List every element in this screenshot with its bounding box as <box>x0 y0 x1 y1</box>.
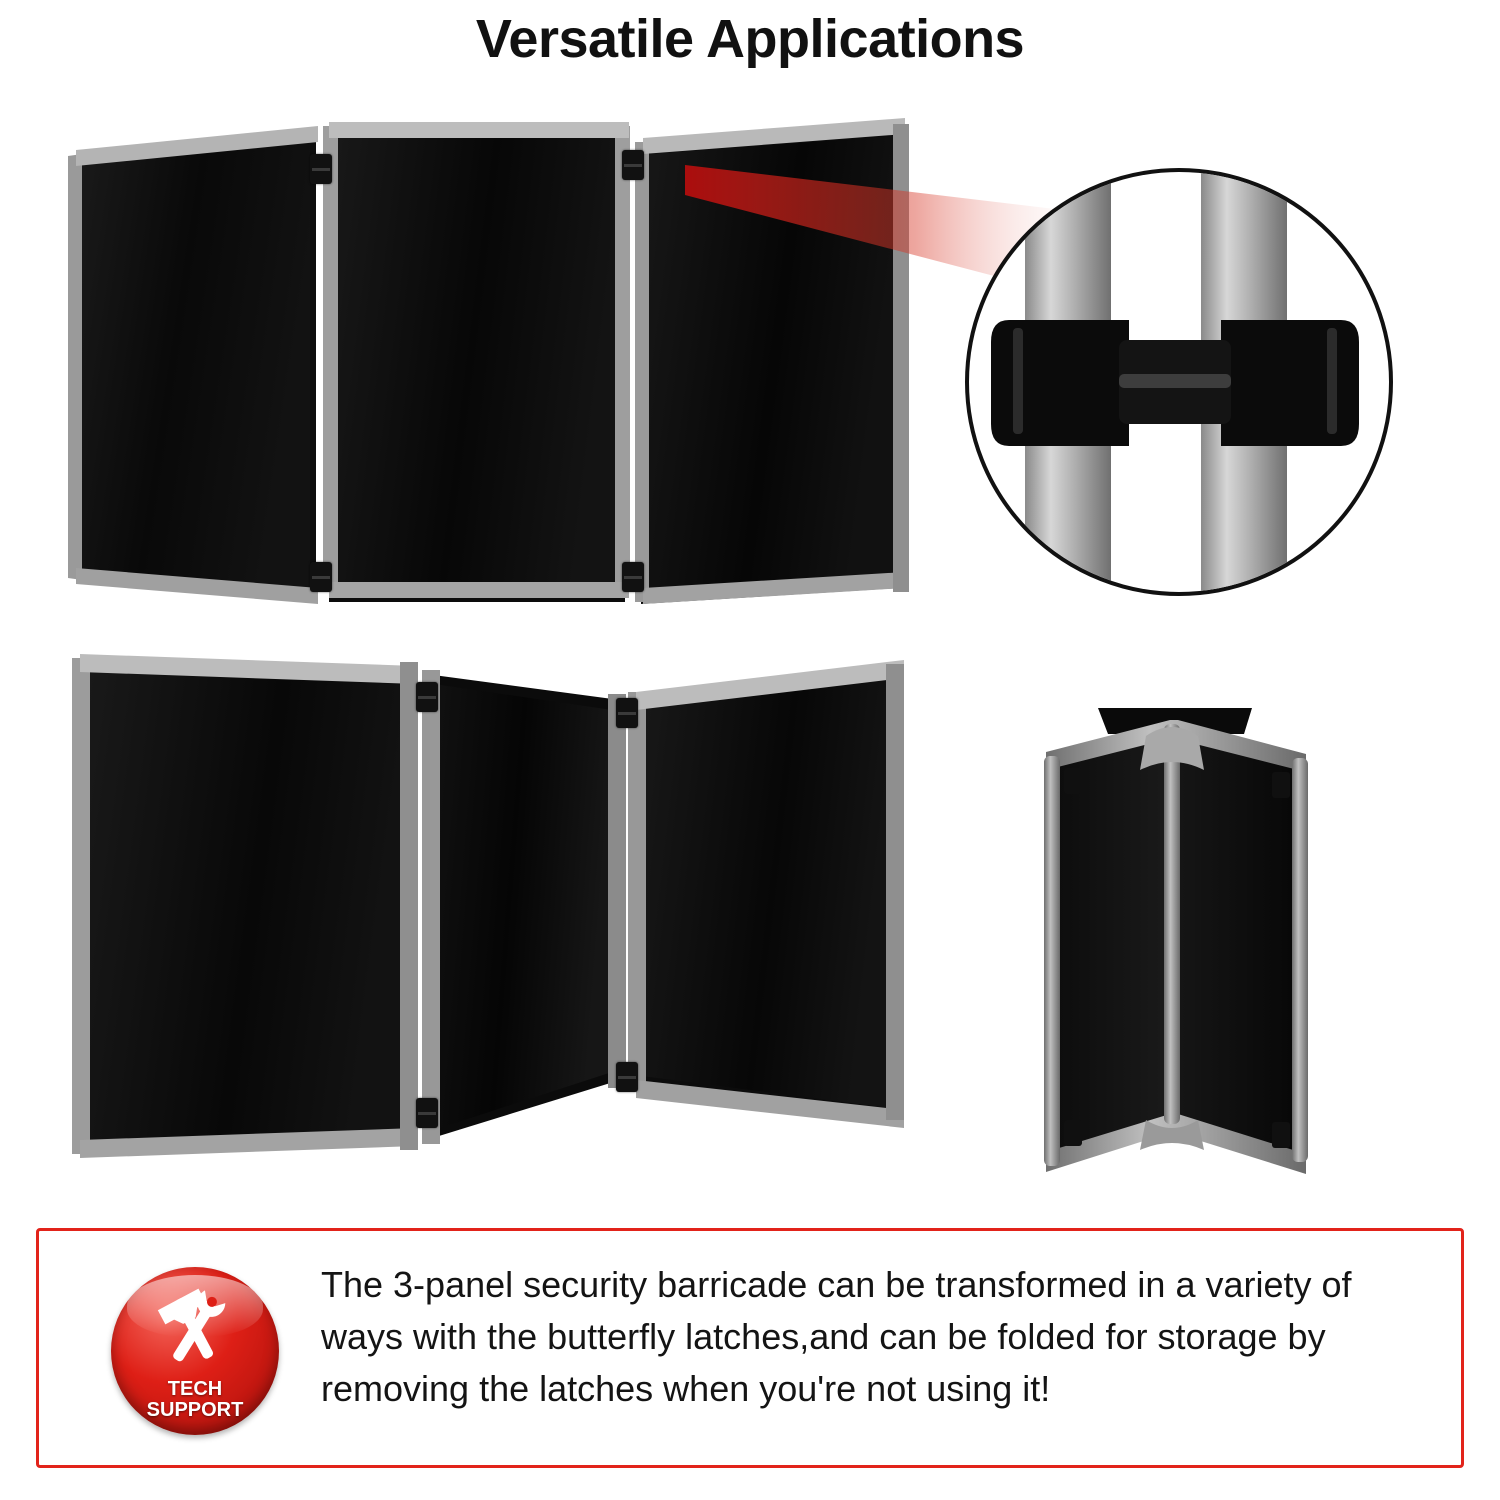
panel-a <box>72 654 418 1158</box>
butterfly-latch-top-1[interactable] <box>310 154 332 184</box>
butterfly-latch-bottom-3[interactable] <box>416 1098 438 1128</box>
badge-label-line1: TECH <box>167 1378 223 1400</box>
badge-label <box>111 1379 279 1421</box>
figure-barricade-folded <box>1020 690 1340 1200</box>
callout-description: The 3-panel security barricade can be transformed in a variety of ways with the butterfly latches,and can be folded for storage by removing the latches when you're not using it! <box>321 1264 1352 1409</box>
butterfly-latch-top-3[interactable] <box>416 682 438 712</box>
page-title: Versatile Applications <box>475 9 1025 69</box>
butterfly-latch-bottom-2[interactable] <box>622 562 644 592</box>
badge-label-line2: SUPPORT <box>146 1399 244 1421</box>
figure-barricade-zigzag <box>60 640 920 1200</box>
tech-support-badge <box>111 1267 279 1435</box>
hammer-wrench-icon <box>111 1281 279 1377</box>
butterfly-latch-bottom-1[interactable] <box>310 562 332 592</box>
panel-c <box>628 660 904 1128</box>
butterfly-latch-bottom-4[interactable] <box>616 1062 638 1092</box>
tech-support-callout <box>36 1228 1464 1468</box>
figure-barricade-open <box>60 110 920 620</box>
butterfly-latch-top-2[interactable] <box>622 150 644 180</box>
panel-b <box>422 670 626 1144</box>
figure-latch-detail <box>965 168 1393 596</box>
butterfly-latch-top-4[interactable] <box>616 698 638 728</box>
